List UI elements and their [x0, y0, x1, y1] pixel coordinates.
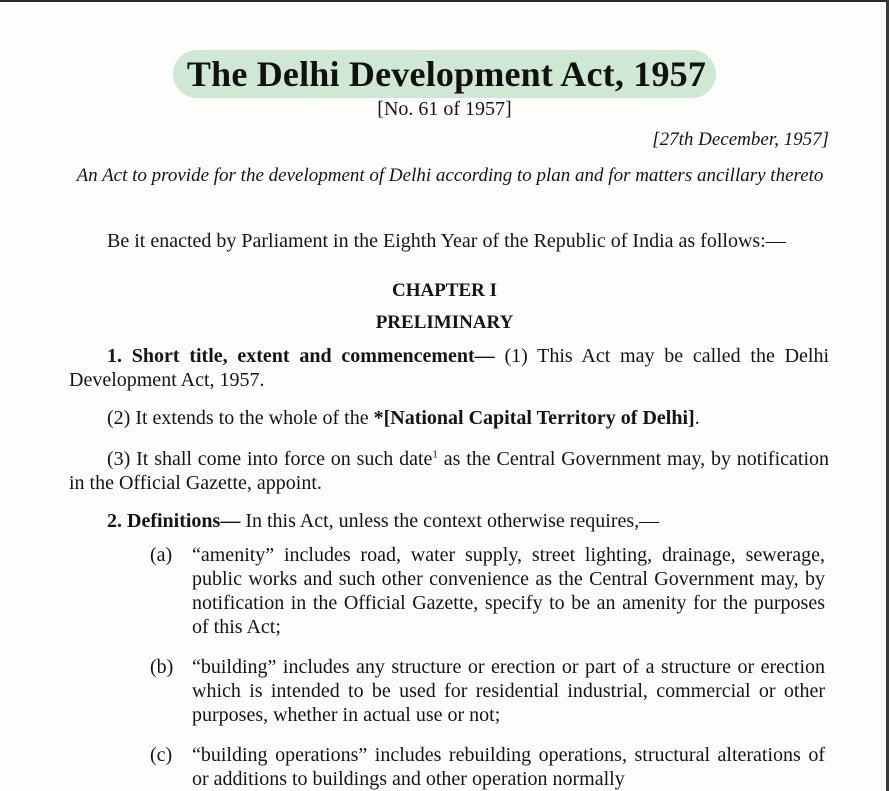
- definition-text: “amenity” includes road, water supply, street lighting, drainage, sewerage, public works and such other convenience as the Central Government may, by notification in the Official Gazette, specify to be an amenity for the purposes of this Act;: [192, 544, 825, 638]
- definition-item: [150, 743, 825, 791]
- section-2-para: [69, 509, 829, 533]
- title-wrapper: [0, 50, 889, 98]
- section-2-intro: In this Act, unless the context otherwise requires,—: [245, 510, 660, 532]
- definition-label: (c): [150, 744, 173, 766]
- act-number: [No. 61 of 1957]: [377, 98, 512, 120]
- enacting-clause: Be it enacted by Parliament in the Eighth Year of the Republic of India as follows:—: [107, 230, 786, 252]
- section-1-sub2-para: [69, 406, 829, 430]
- section-1-sub1: (1) This Act may be called the Delhi Development Act, 1957.: [69, 345, 830, 391]
- section-1-sub2-suffix: .: [694, 407, 700, 429]
- definition-item: [150, 655, 825, 727]
- definition-label: (b): [150, 656, 174, 678]
- definition-label: (a): [150, 544, 173, 566]
- section-1-sub3-suffix: as the Central Government may, by notification in the Official Gazette, appoint.: [69, 448, 829, 494]
- definition-item: [150, 543, 825, 639]
- section-1-sub3-para: [69, 447, 829, 495]
- act-date: [27th December, 1957]: [652, 129, 829, 150]
- definitions-list: [150, 543, 825, 791]
- chapter-title: PRELIMINARY: [375, 312, 514, 333]
- section-2-heading: 2. Definitions—: [107, 510, 241, 532]
- section-1-heading: 1. Short title, extent and commencement—: [107, 345, 495, 367]
- definition-text: “building operations” includes rebuilding operations, structural alterations of or additions to buildings and other operation normally: [192, 744, 825, 790]
- definition-text: “building” includes any structure or erection or part of a structure or erection which is intended to be used for residential industrial, commercial or other purposes, whether in actual use or not;: [192, 656, 825, 726]
- section-1-sub3-prefix: (3) It shall come into force on such date: [107, 448, 433, 470]
- section-1-sub2-prefix: (2) It extends to the whole of the: [107, 407, 369, 429]
- preamble: An Act to provide for the development of Delhi according to plan and for matters ancillary thereto: [76, 165, 824, 186]
- chapter-heading: CHAPTER I: [391, 280, 498, 301]
- section-1-para: [69, 344, 829, 392]
- section-1-sub2-bold: *[National Capital Territory of Delhi]: [373, 407, 695, 429]
- top-border: [0, 0, 889, 2]
- footnote-marker: 1: [432, 448, 438, 461]
- act-title: The Delhi Development Act, 1957: [173, 50, 716, 98]
